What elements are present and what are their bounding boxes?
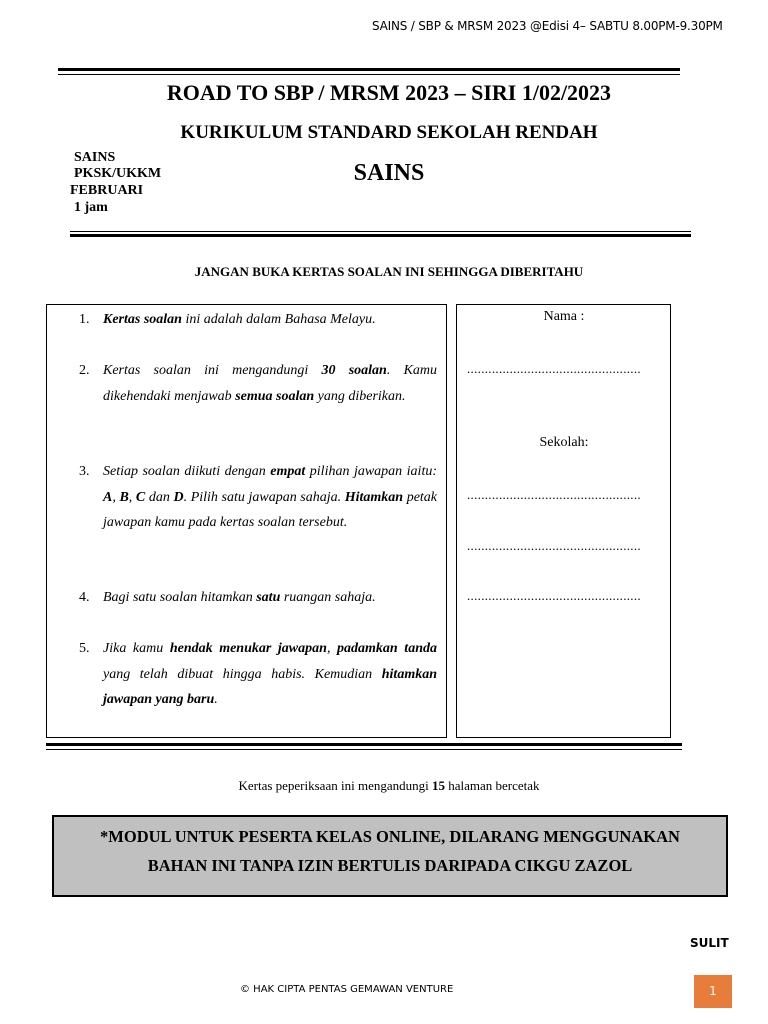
- instruction-bold: hitamkan jawapan yang baru: [103, 666, 437, 707]
- instruction-bold: Hitamkan: [344, 489, 404, 505]
- instruction-bold: semua soalan: [235, 388, 315, 404]
- instruction-text: pilihan jawapan iaitu:: [305, 464, 437, 479]
- instruction-text: ,: [128, 489, 136, 505]
- page-count: 15: [431, 778, 445, 793]
- meta-duration: 1 jam: [74, 200, 108, 215]
- instruction-number: 1.: [79, 312, 90, 327]
- instruction-text: Setiap soalan diikuti dengan: [103, 464, 271, 479]
- running-header: SAINS / SBP & MRSM 2023 @Edisi 4– SABTU 8.00PM-9.30PM: [372, 19, 723, 33]
- school-field-line-3[interactable]: .................................................: [467, 588, 641, 603]
- school-label: Sekolah:: [539, 435, 589, 450]
- instruction-item-2: [79, 358, 438, 409]
- instruction-text: yang diberikan.: [314, 388, 406, 404]
- do-not-open-notice: JANGAN BUKA KERTAS SOALAN INI SEHINGGA DIBERITAHU: [194, 264, 584, 279]
- instruction-number: 3.: [79, 464, 90, 479]
- meta-month: FEBRUARI: [70, 183, 144, 198]
- instruction-bold: C: [135, 489, 146, 505]
- instruction-text: ,: [112, 489, 120, 505]
- curriculum-title: KURIKULUM STANDARD SEKOLAH RENDAH: [180, 122, 598, 143]
- instruction-text: ruangan sahaja.: [280, 590, 376, 605]
- printed-pages-note: [0, 778, 768, 794]
- name-field[interactable]: .................................................: [467, 361, 641, 376]
- name-label: Nama :: [543, 309, 585, 324]
- instruction-text: . Kamu dikehendaki menjawab: [103, 363, 438, 404]
- bottom-rule-thin: [46, 749, 682, 750]
- school-field-line-2[interactable]: .................................................: [467, 538, 641, 553]
- instruction-bold: D: [173, 489, 184, 505]
- instruction-text: Jika kamu: [103, 641, 170, 656]
- warning-line-1: *MODUL UNTUK PESERTA KELAS ONLINE, DILARANG MENGGUNAKAN: [100, 827, 680, 846]
- instruction-bold: satu: [256, 590, 281, 605]
- instruction-bold: Kertas soalan: [103, 312, 182, 327]
- warning-line-2: BAHAN INI TANPA IZIN BERTULIS DARIPADA CIKGU ZAZOL: [147, 856, 633, 875]
- top-rule-thin: [58, 74, 680, 75]
- instruction-bold: B: [119, 489, 129, 505]
- instruction-text: ,: [326, 641, 338, 656]
- pages-note-text: Kertas peperiksaan ini mengandungi: [238, 778, 432, 793]
- instruction-number: 2.: [79, 363, 90, 378]
- instructions-list: [71, 307, 451, 735]
- instruction-bold: hendak menukar jawapan: [169, 641, 327, 656]
- instruction-bold: empat: [270, 464, 306, 479]
- instruction-text: ini adalah dalam Bahasa Melayu.: [181, 312, 376, 327]
- instruction-text: Bagi satu soalan hitamkan: [103, 590, 257, 605]
- instruction-text: . Pilih satu jawapan sahaja.: [183, 489, 345, 505]
- bottom-rule-thick: [46, 743, 682, 746]
- instruction-bold: 30 soalan: [321, 363, 387, 378]
- instruction-number: 4.: [79, 590, 90, 605]
- instruction-item-3: [79, 459, 438, 536]
- main-title: ROAD TO SBP / MRSM 2023 – SIRI 1/02/2023: [166, 80, 612, 105]
- candidate-info-box: [456, 304, 671, 738]
- top-rule-thick: [58, 68, 680, 71]
- page-number-badge: 1: [694, 975, 732, 1008]
- mid-rule-thick: [70, 234, 691, 237]
- instruction-item-1: [79, 307, 437, 333]
- instruction-text: .: [214, 692, 218, 707]
- instruction-bold: A: [103, 489, 113, 505]
- mid-rule-thin: [70, 231, 691, 232]
- instruction-text: dan: [145, 489, 174, 505]
- meta-code: PKSK/UKKM: [74, 166, 162, 181]
- school-field-line-1[interactable]: .................................................: [467, 487, 641, 502]
- copyright-footer: © HAK CIPTA PENTAS GEMAWAN VENTURE: [240, 984, 454, 995]
- instruction-number: 5.: [79, 641, 90, 656]
- instruction-item-5: [79, 636, 437, 713]
- instructions-box: [46, 304, 447, 738]
- sulit-label: SULIT: [690, 936, 729, 950]
- pages-note-text: halaman bercetak: [444, 778, 540, 793]
- copyright-warning-box: [52, 815, 728, 897]
- instruction-text: yang telah dibuat hingga habis. Kemudian: [103, 666, 382, 682]
- instruction-text: Kertas soalan ini mengandungi: [103, 363, 322, 378]
- instruction-bold: padamkan tanda: [337, 641, 437, 656]
- meta-subject: SAINS: [74, 150, 116, 165]
- subject-title: SAINS: [353, 160, 425, 186]
- instruction-item-4: [79, 585, 437, 611]
- instruction-text: petak jawapan kamu pada kertas soalan tersebut.: [103, 489, 438, 530]
